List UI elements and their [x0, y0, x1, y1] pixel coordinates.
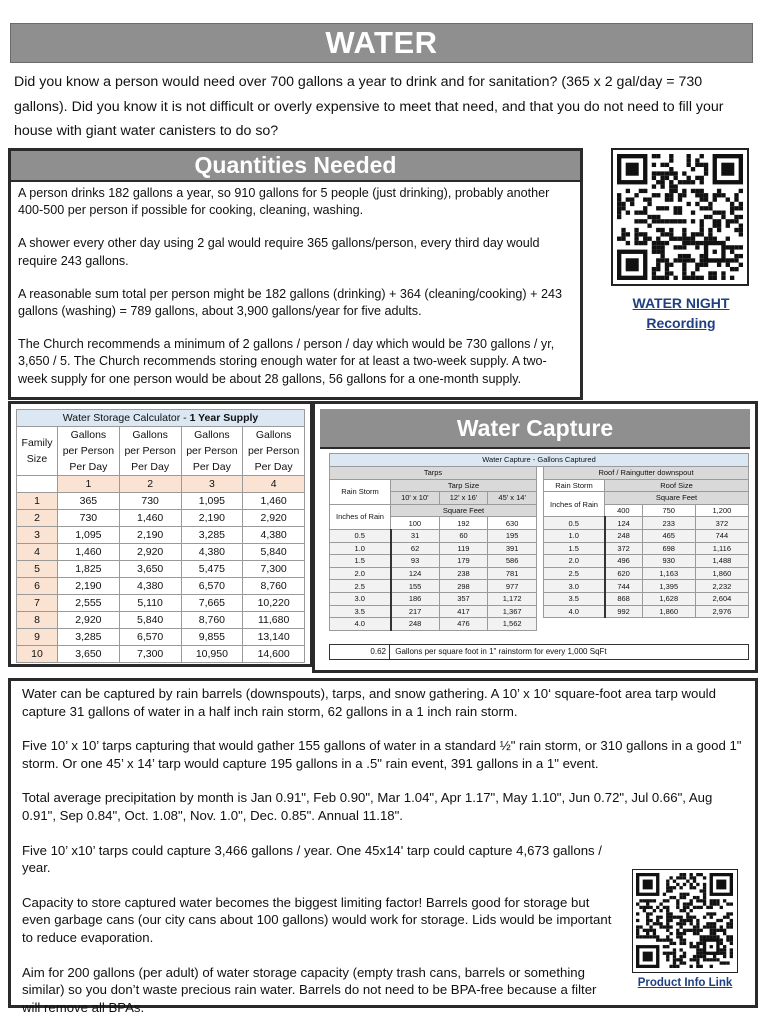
- table-row: [17, 493, 305, 510]
- gallons-cell: 730: [58, 510, 120, 527]
- tarps-square-feet-header: Square Feet: [391, 504, 537, 517]
- table-row: [17, 629, 305, 646]
- water-capture-heading: Water Capture: [320, 409, 750, 449]
- rain-inches-cell: 1.0: [330, 542, 391, 555]
- gallons-captured-cell: 496: [605, 555, 643, 568]
- table-row: [17, 561, 305, 578]
- table-row: [330, 618, 537, 631]
- rain-inches-cell: 1.5: [330, 555, 391, 568]
- gallons-captured-cell: 781: [488, 567, 537, 580]
- gallons-captured-cell: 1,860: [642, 605, 695, 618]
- gallons-cell: 4,380: [243, 527, 305, 544]
- rain-inches-cell: 3.5: [330, 605, 391, 618]
- family-size-header: [17, 427, 58, 476]
- table-row: [330, 555, 537, 568]
- family-header-line1: Family: [21, 437, 53, 449]
- roof-area: 1,200: [695, 504, 748, 517]
- gallons-cell: 5,840: [119, 612, 181, 629]
- gallons-cell: 1,095: [181, 493, 243, 510]
- gallons-captured-cell: 698: [642, 542, 695, 555]
- tarp-size: 10' x 10': [391, 492, 440, 505]
- family-size-cell: 4: [17, 544, 58, 561]
- roof-area: 400: [605, 504, 643, 517]
- gpsf-text: Gallons per square foot in 1" rainstorm for every 1,000 SqFt: [395, 647, 607, 656]
- table-row: [544, 529, 749, 542]
- table-row: [544, 517, 749, 530]
- qr-code-icon: [617, 154, 743, 280]
- tarps-inches-header: Inches of Rain: [330, 504, 391, 529]
- family-size-cell: 6: [17, 578, 58, 595]
- gallon-level: 3: [181, 476, 243, 493]
- gallons-captured-cell: 217: [391, 605, 440, 618]
- gallons-cell: 3,650: [119, 561, 181, 578]
- gallons-cell: 3,650: [58, 646, 120, 663]
- gallons-per-day-header: [58, 427, 120, 476]
- tarp-area: 100: [391, 517, 440, 530]
- gallons-cell: 1,825: [58, 561, 120, 578]
- gallons-captured-cell: 1,395: [642, 580, 695, 593]
- rain-inches-cell: 2.5: [330, 580, 391, 593]
- table-row: [544, 592, 749, 605]
- col-header-line1: Gallons: [132, 429, 168, 441]
- family-size-cell: 5: [17, 561, 58, 578]
- quantities-paragraph: A reasonable sum total per person might be 182 gallons (drinking) + 364 (cleaning/cooking) + 243 gallons (washing) = 789 gallons, about 3,900 gallons/year for five adults.: [18, 286, 562, 319]
- calculator-caption-bold: 1 Year Supply: [189, 411, 259, 424]
- family-size-cell: 3: [17, 527, 58, 544]
- water-night-link-line2[interactable]: Recording: [646, 315, 716, 331]
- col-header-line2: per Person: [186, 445, 238, 457]
- family-size-cell: 10: [17, 646, 58, 663]
- quantities-paragraph: The Church recommends a minimum of 2 gallons / person / day which would be 730 gallons / yr, 3,650 / 5. The Church recommends storing enough water for at least a two-week supply. A two-week supply for one person would be about 28 gallons, 56 gallons for a one-month supply.: [18, 337, 555, 386]
- gallons-cell: 730: [119, 493, 181, 510]
- gallons-cell: 2,190: [181, 510, 243, 527]
- rain-inches-cell: 0.5: [330, 529, 391, 542]
- gallons-captured-cell: 2,976: [695, 605, 748, 618]
- gallons-captured-cell: 248: [391, 618, 440, 631]
- table-row: [330, 529, 537, 542]
- family-size-cell: 1: [17, 493, 58, 510]
- gallons-cell: 2,190: [119, 527, 181, 544]
- gallons-captured-cell: 1,488: [695, 555, 748, 568]
- col-header-line2: per Person: [247, 445, 300, 457]
- storage-calculator: [8, 401, 313, 667]
- gallons-cell: 13,140: [243, 629, 305, 646]
- capture-paragraph: Aim for 200 gallons (per adult) of water storage capacity (empty trash cans, barrels or something similar) so you don’t waste precious rain water. Barrels do not need to be BPA-free because a filter will remove all BPAs.: [22, 964, 597, 1015]
- gallons-captured-cell: 868: [605, 592, 643, 605]
- rain-inches-cell: 2.5: [544, 567, 605, 580]
- gallons-captured-cell: 2,604: [695, 592, 748, 605]
- table-row: [17, 646, 305, 663]
- calculator-caption-prefix: Water Storage Calculator -: [62, 411, 190, 424]
- table-row: [17, 595, 305, 612]
- capture-paragraph: Five 10’ x10’ tarps could capture 3,466 gallons / year. One 45x14' tarp could capture 4,673 gallons / year.: [22, 842, 602, 876]
- tarps-table: [329, 466, 537, 631]
- rain-inches-cell: 3.0: [544, 580, 605, 593]
- gallons-per-day-header: [119, 427, 181, 476]
- water-night-link[interactable]: [611, 293, 751, 333]
- col-header-line3: Per Day: [131, 461, 170, 473]
- gallons-captured-cell: 186: [391, 592, 440, 605]
- page-title: WATER: [10, 23, 753, 63]
- gallons-per-square-foot-note: [329, 644, 749, 660]
- roof-inches-header: Inches of Rain: [544, 492, 605, 517]
- gallons-captured-cell: 744: [695, 529, 748, 542]
- table-row: [544, 542, 749, 555]
- roof-size-header: Roof Size: [605, 479, 749, 492]
- gallons-captured-cell: 298: [439, 580, 488, 593]
- gallons-cell: 1,460: [243, 493, 305, 510]
- gallons-cell: 5,475: [181, 561, 243, 578]
- gallons-cell: 11,680: [243, 612, 305, 629]
- roof-table: [543, 466, 749, 618]
- table-row: [544, 567, 749, 580]
- gallons-captured-cell: 992: [605, 605, 643, 618]
- tarp-area: 192: [439, 517, 488, 530]
- qr-code-icon[interactable]: [611, 148, 749, 286]
- gallons-captured-cell: 93: [391, 555, 440, 568]
- gallons-cell: 8,760: [243, 578, 305, 595]
- capture-paragraph: Total average precipitation by month is Jan 0.91", Feb 0.90", Mar 1.04", Apr 1.17", May 1.10", Jun 0.72", Jul 0.66", Aug 0.91", Sep 0.84", Oct. 1.08", Nov. 1.0", Dec. 0.85". Annual 11.18".: [22, 790, 713, 823]
- table-row: [330, 605, 537, 618]
- qr-code-icon: [636, 873, 733, 968]
- table-row: [17, 612, 305, 629]
- gallons-cell: 2,190: [58, 578, 120, 595]
- tarp-size: 12' x 16': [439, 492, 488, 505]
- tarp-area: 630: [488, 517, 537, 530]
- gallons-cell: 10,950: [181, 646, 243, 663]
- gallons-captured-cell: 233: [642, 517, 695, 530]
- gallons-cell: 2,920: [58, 612, 120, 629]
- intro-text: Did you know a person would need over 700 gallons a year to drink and for sanitation? (365 x 2 gal/day = 730 gallons). Did you know it is not difficult or overly expensive to meet that need, and that you do not need to fill your house with giant water canisters to do so?: [14, 74, 724, 139]
- gallons-captured-cell: 124: [605, 517, 643, 530]
- gallons-cell: 9,855: [181, 629, 243, 646]
- tarps-rain-storm-header: Rain Storm: [330, 479, 391, 504]
- table-row: [17, 578, 305, 595]
- storage-calculator-table: [16, 409, 305, 663]
- capture-paragraph: Five 10’ x 10’ tarps capturing that would gather 155 gallons of water in a standard ½" rain storm, or 310 gallons in a good 1" storm. Or one 45’ x 14’ tarp would capture 195 gallons in a .5" rain event, 391 gallons in a 1" event.: [22, 738, 742, 771]
- gallons-captured-cell: 620: [605, 567, 643, 580]
- gallons-captured-cell: 476: [439, 618, 488, 631]
- gallons-captured-cell: 60: [439, 529, 488, 542]
- gallons-captured-cell: 1,562: [488, 618, 537, 631]
- roof-area: 750: [642, 504, 695, 517]
- gallons-cell: 10,220: [243, 595, 305, 612]
- rain-inches-cell: 1.5: [544, 542, 605, 555]
- gallons-cell: 2,920: [119, 544, 181, 561]
- roof-square-feet-header: Square Feet: [605, 492, 749, 505]
- rain-inches-cell: 1.0: [544, 529, 605, 542]
- gallons-captured-cell: 391: [488, 542, 537, 555]
- gallons-captured-cell: 119: [439, 542, 488, 555]
- table-row: [330, 542, 537, 555]
- gallons-captured-cell: 357: [439, 592, 488, 605]
- roof-label: Roof / Raingutter downspout: [544, 467, 749, 480]
- gallons-cell: 6,570: [181, 578, 243, 595]
- capture-paragraph: Capacity to store captured water becomes the biggest limiting factor! Barrels good for storage but even garbage cans (our city cans about 100 gallons) would work for storage. Lids would be important to reduce evaporation.: [22, 894, 612, 945]
- gallons-per-day-header: [243, 427, 305, 476]
- gallons-cell: 7,665: [181, 595, 243, 612]
- gallons-cell: 1,095: [58, 527, 120, 544]
- tarps-label: Tarps: [330, 467, 537, 480]
- tarp-size-header: Tarp Size: [391, 479, 537, 492]
- family-size-cell: 9: [17, 629, 58, 646]
- product-info-link[interactable]: Product Info Link: [637, 977, 733, 989]
- gallons-captured-cell: 1,116: [695, 542, 748, 555]
- gallons-cell: 6,570: [119, 629, 181, 646]
- table-row: [544, 555, 749, 568]
- gallons-cell: 1,460: [119, 510, 181, 527]
- col-header-line2: per Person: [124, 445, 176, 457]
- gallons-cell: 3,285: [58, 629, 120, 646]
- gallons-cell: 14,600: [243, 646, 305, 663]
- rain-inches-cell: 3.0: [330, 592, 391, 605]
- water-night-link-line1[interactable]: WATER NIGHT: [632, 295, 730, 311]
- gallons-captured-cell: 417: [439, 605, 488, 618]
- gallons-captured-cell: 179: [439, 555, 488, 568]
- gallon-level: 2: [119, 476, 181, 493]
- table-row: [544, 580, 749, 593]
- gallons-captured-cell: 248: [605, 529, 643, 542]
- gallons-captured-cell: 1,172: [488, 592, 537, 605]
- gallons-cell: 2,920: [243, 510, 305, 527]
- gallons-cell: 5,840: [243, 544, 305, 561]
- gallons-captured-cell: 238: [439, 567, 488, 580]
- rain-inches-cell: 2.0: [544, 555, 605, 568]
- water-capture-title-table: [329, 453, 749, 467]
- gallons-captured-cell: 744: [605, 580, 643, 593]
- calculator-caption: [17, 410, 305, 427]
- family-size-cell: 2: [17, 510, 58, 527]
- table-row: [17, 527, 305, 544]
- gpsf-value: 0.62: [330, 645, 390, 659]
- table-row: [330, 592, 537, 605]
- quantities-heading: Quantities Needed: [11, 151, 580, 182]
- gallons-captured-cell: 977: [488, 580, 537, 593]
- gallons-captured-cell: 1,628: [642, 592, 695, 605]
- rain-inches-cell: 4.0: [544, 605, 605, 618]
- col-header-line1: Gallons: [255, 429, 292, 441]
- col-header-line3: Per Day: [254, 461, 293, 473]
- rain-inches-cell: 4.0: [330, 618, 391, 631]
- gallons-cell: 1,460: [58, 544, 120, 561]
- table-row: [17, 544, 305, 561]
- rain-inches-cell: 3.5: [544, 592, 605, 605]
- gallons-cell: 3,285: [181, 527, 243, 544]
- gallons-captured-cell: 155: [391, 580, 440, 593]
- water-capture-section: [312, 401, 758, 673]
- table-row: [17, 510, 305, 527]
- gallons-captured-cell: 31: [391, 529, 440, 542]
- gallons-captured-cell: 62: [391, 542, 440, 555]
- col-header-line1: Gallons: [70, 429, 107, 441]
- family-header-line2: Size: [26, 453, 48, 465]
- gallons-cell: 2,555: [58, 595, 120, 612]
- gallons-cell: 4,380: [181, 544, 243, 561]
- gallons-cell: 8,760: [181, 612, 243, 629]
- gallons-cell: 4,380: [119, 578, 181, 595]
- gallon-level: 1: [58, 476, 120, 493]
- blank-cell: [17, 476, 58, 493]
- gallons-captured-cell: 586: [488, 555, 537, 568]
- gallons-cell: 7,300: [243, 561, 305, 578]
- gallons-captured-cell: 1,860: [695, 567, 748, 580]
- gallons-captured-cell: 372: [695, 517, 748, 530]
- gallons-captured-cell: 2,232: [695, 580, 748, 593]
- col-header-line3: Per Day: [192, 461, 231, 473]
- rain-inches-cell: 2.0: [330, 567, 391, 580]
- table-row: [544, 605, 749, 618]
- table-row: [330, 567, 537, 580]
- gallon-level: 4: [243, 476, 305, 493]
- gallons-cell: 7,300: [119, 646, 181, 663]
- table-row: [330, 580, 537, 593]
- quantities-paragraph: A person drinks 182 gallons a year, so 910 gallons for 5 people (just drinking), probably another 400-500 per person if possible for cooking, cleaning, washing.: [18, 186, 550, 218]
- gallons-cell: 365: [58, 493, 120, 510]
- gallons-captured-cell: 124: [391, 567, 440, 580]
- qr-code-icon[interactable]: [632, 869, 738, 973]
- col-header-line2: per Person: [62, 445, 115, 457]
- gallons-captured-cell: 1,163: [642, 567, 695, 580]
- family-size-cell: 7: [17, 595, 58, 612]
- roof-rain-storm-header: Rain Storm: [544, 479, 605, 492]
- quantities-paragraph: A shower every other day using 2 gal would require 365 gallons/person, every third day would require 243 gallons.: [18, 236, 540, 268]
- rain-inches-cell: 0.5: [544, 517, 605, 530]
- gallons-per-day-header: [181, 427, 243, 476]
- water-capture-table-title: Water Capture - Gallons Captured: [330, 454, 749, 467]
- family-size-cell: 8: [17, 612, 58, 629]
- quantities-section: [8, 148, 583, 400]
- gallons-cell: 5,110: [119, 595, 181, 612]
- gallons-captured-cell: 465: [642, 529, 695, 542]
- col-header-line1: Gallons: [194, 429, 230, 441]
- gallons-captured-cell: 195: [488, 529, 537, 542]
- tarp-size: 45' x 14': [488, 492, 537, 505]
- gallons-captured-cell: 1,367: [488, 605, 537, 618]
- gallons-captured-cell: 372: [605, 542, 643, 555]
- capture-paragraph: Water can be captured by rain barrels (downspouts), tarps, and snow gathering. A 10’ x 10‘ square-foot area tarp would capture 31 gallons of water in a half inch rain storm, 62 gallons in a 1 inch rain storm.: [22, 686, 716, 719]
- col-header-line3: Per Day: [69, 461, 108, 473]
- gallons-captured-cell: 930: [642, 555, 695, 568]
